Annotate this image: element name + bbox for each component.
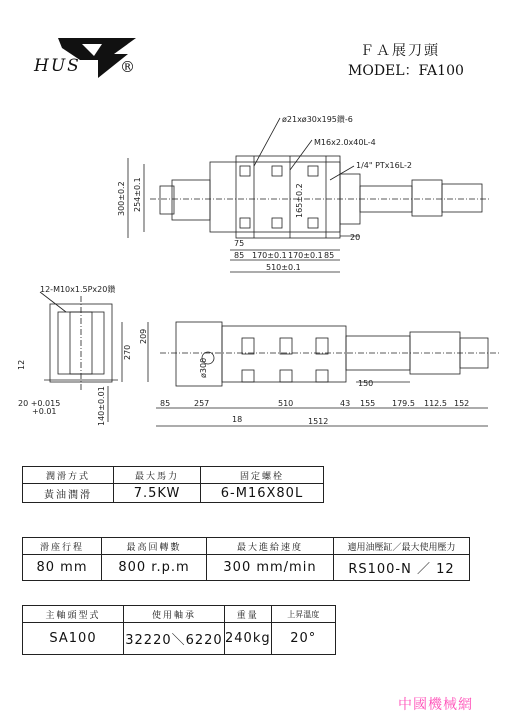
dim-270: 270 (123, 344, 132, 360)
table3-value-type: SA100 (23, 623, 124, 655)
table1-value-lubrication: 黃油潤滑 (23, 484, 114, 503)
dim-bottom-179-5: 179.5 (392, 399, 415, 408)
dim-20-tolerance-lower: +0.01 (32, 407, 57, 416)
table1-header-power: 最大馬力 (114, 467, 201, 484)
top-callout-bore: ø21xø30x195鑽-6 (282, 115, 353, 124)
side-callout-thread: 12-M10x1.5Px20鑽 (40, 285, 116, 294)
dim-bottom-85: 85 (160, 399, 171, 408)
dim-75: 75 (234, 239, 245, 248)
table2-header-stroke: 滑座行程 (23, 538, 102, 555)
spec-table-performance (22, 537, 470, 581)
table1-value-bolt: 6-M16X80L (201, 484, 324, 503)
dim-20-tolerance: 20 +0.015 (18, 399, 61, 408)
dim-170-a: 170±0.1 (252, 251, 287, 260)
spec-table-lubrication (22, 466, 324, 503)
dim-300-dia: ø300 (199, 357, 208, 378)
table1-header-bolt: 固定螺栓 (201, 467, 324, 484)
dim-bottom-155: 155 (360, 399, 376, 408)
spec-table-spindle (22, 605, 336, 655)
table3-value-bearing: 32220＼6220 (124, 623, 225, 655)
table2-value-stroke: 80 mm (23, 555, 102, 581)
top-callout-thread: M16x2.0x40L-4 (314, 138, 376, 147)
table3-value-weight: 240kg (225, 623, 272, 655)
table2-value-feed: 300 mm/min (207, 555, 334, 581)
table2-value-cylinder: RS100-N ／ 12 (334, 555, 470, 581)
table3-header-temp: 上昇溫度 (271, 606, 335, 623)
dim-bottom-510: 510 (278, 399, 294, 408)
model-label: MODEL：FA100 (348, 63, 464, 79)
dim-510: 510±0.1 (266, 263, 301, 272)
watermark: 中國機械網 (398, 697, 473, 713)
logo (28, 34, 140, 80)
dim-12: 12 (17, 359, 26, 370)
top-callout-pt: 1/4" PTx16L-2 (356, 161, 413, 170)
dim-bottom-152: 152 (454, 399, 470, 408)
dim-bottom-43: 43 (340, 399, 351, 408)
dim-150: 150 (358, 379, 374, 388)
table2-header-rpm: 最高回轉數 (102, 538, 207, 555)
table1-header-lubrication: 潤滑方式 (23, 467, 114, 484)
dim-bottom-257: 257 (194, 399, 210, 408)
table3-header-bearing: 使用軸承 (124, 606, 225, 623)
brand-name: HUS (34, 56, 81, 76)
table2-header-cylinder: 適用油壓缸／最大使用壓力 (334, 538, 470, 555)
dim-20: 20 (350, 233, 361, 242)
registered-mark: ® (120, 58, 135, 76)
dim-85-left: 85 (234, 251, 245, 260)
dim-height-inner: 254±0.1 (133, 177, 142, 212)
page-title: ＦＡ展刀頭 (360, 43, 440, 59)
table2-value-rpm: 800 r.p.m (102, 555, 207, 581)
dim-height-total: 300±0.2 (117, 181, 126, 216)
dim-bottom-112-5: 112.5 (424, 399, 447, 408)
side-view-drawing (0, 282, 514, 432)
table1-value-power: 7.5KW (114, 484, 201, 503)
dim-18: 18 (232, 415, 243, 424)
table3-value-temp: 20° (271, 623, 335, 655)
dim-209: 209 (139, 328, 148, 344)
dim-85-right: 85 (324, 251, 335, 260)
table2-header-feed: 最大進給速度 (207, 538, 334, 555)
top-view-drawing (0, 100, 514, 290)
dim-170-b: 170±0.1 (288, 251, 323, 260)
table3-header-type: 主軸頭型式 (23, 606, 124, 623)
dim-center: 165±0.2 (295, 183, 304, 218)
table3-header-weight: 重量 (225, 606, 272, 623)
dim-140: 140±0.01 (97, 386, 106, 426)
dim-1512: 1512 (308, 417, 329, 426)
